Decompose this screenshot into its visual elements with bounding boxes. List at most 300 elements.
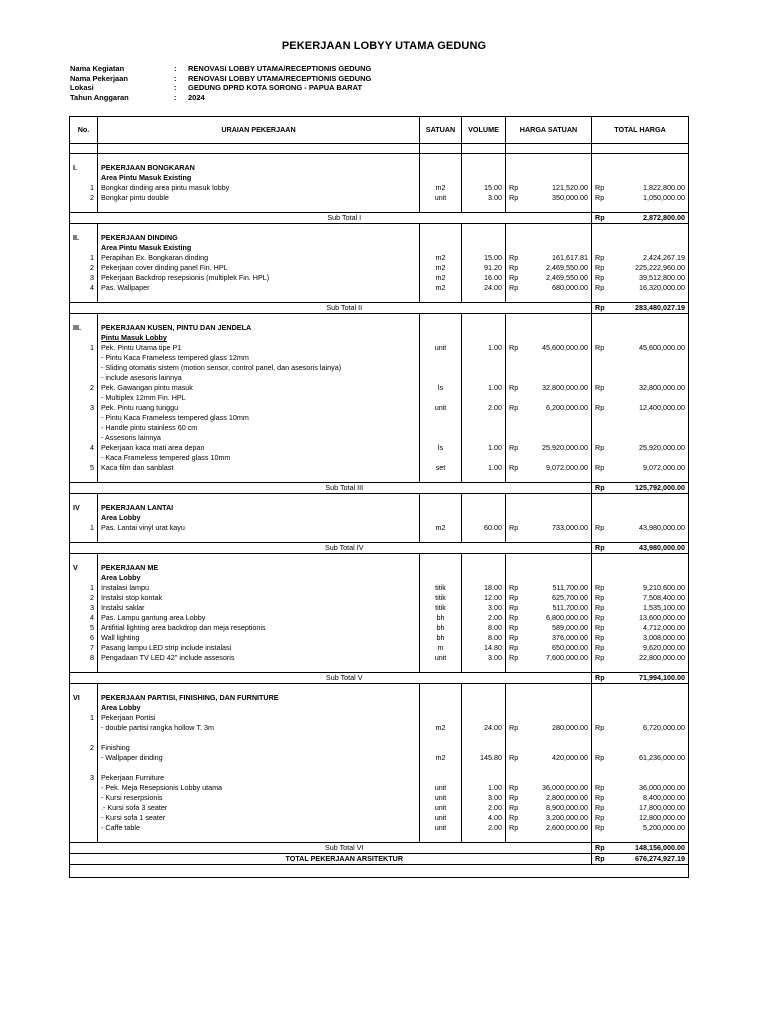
meta-colon: : <box>174 92 177 102</box>
table-row <box>70 653 689 663</box>
row-total-price: 4,712,000.00 <box>614 623 689 633</box>
row-description: - Pek. Meja Resepsionis Lobby utama <box>98 783 420 793</box>
spacer-cell <box>614 224 689 234</box>
row-total-price <box>614 733 689 743</box>
row-total-price <box>614 433 689 443</box>
currency-label <box>506 453 528 463</box>
row-total-price <box>614 393 689 403</box>
row-unit <box>420 433 462 443</box>
row-unit <box>420 413 462 423</box>
row-number <box>70 813 98 823</box>
row-volume: 3.00 <box>462 793 506 803</box>
subtotal-row <box>70 843 689 854</box>
row-description: Area Pintu Masuk Existing <box>98 243 420 253</box>
row-number <box>70 763 98 773</box>
spacer-cell <box>70 203 98 213</box>
row-total-price: 17,800,000.00 <box>614 803 689 813</box>
row-unit: m2 <box>420 263 462 273</box>
empty-cell <box>70 673 98 684</box>
section-title: PEKERJAAN LANTAI <box>98 503 420 513</box>
table-row <box>70 373 689 383</box>
row-number: 2 <box>70 593 98 603</box>
subtotal-row <box>70 483 689 494</box>
row-volume: 24.00 <box>462 723 506 733</box>
row-total-price: 5,200,000.00 <box>614 823 689 833</box>
empty-cell <box>420 323 462 333</box>
row-number <box>70 173 98 183</box>
row-volume: 1.00 <box>462 343 506 353</box>
table-row <box>70 393 689 403</box>
row-number <box>70 513 98 523</box>
section-title: PEKERJAAN BONGKARAN <box>98 163 420 173</box>
grand-total-label: TOTAL PEKERJAAN ARSITEKTUR <box>98 854 592 865</box>
currency-label: Rp <box>592 823 614 833</box>
row-number: 1 <box>70 343 98 353</box>
row-number: 3 <box>70 403 98 413</box>
row-volume <box>462 573 506 583</box>
meta-row <box>70 64 371 74</box>
row-description: Kaca film dan sanblast <box>98 463 420 473</box>
header-volume: VOLUME <box>462 117 506 144</box>
currency-label: Rp <box>592 593 614 603</box>
row-unit <box>420 773 462 783</box>
empty-cell <box>506 233 528 243</box>
meta-label: Nama Kegiatan <box>70 64 125 73</box>
currency-label <box>506 733 528 743</box>
row-unit: bh <box>420 613 462 623</box>
currency-label: Rp <box>506 793 528 803</box>
subtotal-row <box>70 303 689 314</box>
row-number: 5 <box>70 623 98 633</box>
empty-cell <box>420 693 462 703</box>
row-description: Instalasi lampu <box>98 583 420 593</box>
row-total-price <box>614 573 689 583</box>
row-number <box>70 243 98 253</box>
row-description: Pengadaan TV LED 42" include assesoris <box>98 653 420 663</box>
currency-label <box>592 423 614 433</box>
empty-cell <box>462 563 506 573</box>
row-unit: unit <box>420 813 462 823</box>
empty-cell <box>70 483 98 494</box>
spacer-cell <box>70 224 98 234</box>
row-description: - Pintu Kaca Frameless tempered glass 12mm <box>98 353 420 363</box>
empty-cell <box>614 693 689 703</box>
spacer-cell <box>462 554 506 564</box>
row-unit <box>420 763 462 773</box>
row-number <box>70 723 98 733</box>
table-row <box>70 423 689 433</box>
row-description: - Pintu Kaca Frameless tempered glass 10mm <box>98 413 420 423</box>
currency-label <box>506 173 528 183</box>
empty-cell <box>614 163 689 173</box>
empty-cell <box>70 213 98 224</box>
spacer-cell <box>98 203 420 213</box>
meta-colon: : <box>174 73 177 83</box>
row-description: - include asesoris lainnya <box>98 373 420 383</box>
row-unit <box>420 573 462 583</box>
row-number: 2 <box>70 193 98 203</box>
empty-cell <box>614 323 689 333</box>
empty-cell <box>528 563 592 573</box>
row-description <box>98 733 420 743</box>
currency-label: Rp <box>592 213 614 224</box>
row-unit-price: 511,700.00 <box>528 583 592 593</box>
row-description: Pekerjaan Portisi <box>98 713 420 723</box>
row-volume <box>462 433 506 443</box>
row-unit-price <box>528 333 592 343</box>
spacer-cell <box>614 554 689 564</box>
row-total-price <box>614 513 689 523</box>
spacer-cell <box>506 684 528 694</box>
subtotal-value: 71,994,100.00 <box>614 673 689 684</box>
row-unit-price: 6,200,000.00 <box>528 403 592 413</box>
subtotal-label: Sub Total III <box>98 483 592 494</box>
empty-cell <box>592 233 614 243</box>
spacer-cell <box>592 833 614 843</box>
empty-cell <box>528 163 592 173</box>
currency-label <box>506 393 528 403</box>
row-unit-price <box>528 423 592 433</box>
meta-row <box>70 74 371 84</box>
row-unit-price: 733,000.00 <box>528 523 592 533</box>
row-total-price <box>614 763 689 773</box>
header-no: No. <box>70 117 98 144</box>
row-volume <box>462 743 506 753</box>
currency-label: Rp <box>592 193 614 203</box>
row-total-price <box>614 703 689 713</box>
row-total-price: 1,822,800.00 <box>614 183 689 193</box>
row-volume <box>462 773 506 783</box>
subtotal-value: 2,872,800.00 <box>614 213 689 224</box>
row-unit-price: 350,000.00 <box>528 193 592 203</box>
row-unit <box>420 513 462 523</box>
currency-label <box>506 513 528 523</box>
row-number <box>70 793 98 803</box>
row-volume <box>462 423 506 433</box>
spacer-cell <box>420 684 462 694</box>
row-unit-price: 161,617.81 <box>528 253 592 263</box>
table-row <box>70 573 689 583</box>
row-number <box>70 753 98 763</box>
table-row <box>70 613 689 623</box>
row-number: 1 <box>70 583 98 593</box>
spacer-cell <box>70 314 98 324</box>
section-title: PEKERJAAN KUSEN, PINTU DAN JENDELA <box>98 323 420 333</box>
currency-label <box>506 413 528 423</box>
row-total-price: 12,800,000.00 <box>614 813 689 823</box>
spacer-cell <box>592 684 614 694</box>
row-number: 5 <box>70 463 98 473</box>
table-row <box>70 333 689 343</box>
row-total-price <box>614 333 689 343</box>
spacer-cell <box>506 224 528 234</box>
row-unit-price <box>528 433 592 443</box>
currency-label: Rp <box>506 803 528 813</box>
currency-label: Rp <box>592 854 614 865</box>
row-number: 6 <box>70 633 98 643</box>
spacer-cell <box>592 494 614 504</box>
row-number <box>70 433 98 443</box>
row-number: 2 <box>70 743 98 753</box>
row-number: 4 <box>70 283 98 293</box>
spacer-cell <box>528 663 592 673</box>
header-uraian: URAIAN PEKERJAAN <box>98 117 420 144</box>
row-number: 3 <box>70 603 98 613</box>
currency-label: Rp <box>592 343 614 353</box>
spacer-cell <box>614 494 689 504</box>
empty-cell <box>506 693 528 703</box>
row-volume <box>462 413 506 423</box>
row-description: - Assesoris lainnya <box>98 433 420 443</box>
empty-cell <box>462 163 506 173</box>
row-volume: 1.00 <box>462 463 506 473</box>
spacer-cell <box>528 154 592 164</box>
row-description: Bongkar pintu double <box>98 193 420 203</box>
currency-label: Rp <box>592 783 614 793</box>
currency-label: Rp <box>506 753 528 763</box>
spacer-cell <box>70 833 98 843</box>
row-description: Pekerjaan Furniture <box>98 773 420 783</box>
row-unit: m2 <box>420 253 462 263</box>
section-number: VI <box>70 693 98 703</box>
currency-label: Rp <box>592 183 614 193</box>
row-volume <box>462 363 506 373</box>
row-unit: unit <box>420 653 462 663</box>
currency-label <box>592 243 614 253</box>
currency-label: Rp <box>592 643 614 653</box>
currency-label <box>506 363 528 373</box>
spacer-cell <box>98 494 420 504</box>
meta-value: RENOVASI LOBBY UTAMA/RECEPTIONIS GEDUNG <box>188 64 372 73</box>
row-unit: m2 <box>420 183 462 193</box>
header-harga: HARGA SATUAN <box>506 117 592 144</box>
row-unit-price: 36,000,000.00 <box>528 783 592 793</box>
row-description: Pek. Gawangan pintu masuk <box>98 383 420 393</box>
row-number <box>70 423 98 433</box>
row-unit <box>420 353 462 363</box>
spacer-cell <box>98 154 420 164</box>
currency-label <box>506 433 528 443</box>
currency-label <box>592 433 614 443</box>
table-row <box>70 713 689 723</box>
currency-label: Rp <box>592 673 614 684</box>
currency-label: Rp <box>506 403 528 413</box>
section-title: PEKERJAAN PARTISI, FINISHING, DAN FURNITURE <box>98 693 420 703</box>
table-row <box>70 773 689 783</box>
row-description: Pekerjaan kaca mati area depan <box>98 443 420 453</box>
empty-cell <box>528 693 592 703</box>
currency-label: Rp <box>592 283 614 293</box>
row-number <box>70 393 98 403</box>
table-row <box>70 623 689 633</box>
row-unit <box>420 713 462 723</box>
subtotal-value: 43,980,000.00 <box>614 543 689 554</box>
row-total-price: 1,535,100.00 <box>614 603 689 613</box>
row-total-price: 32,800,000.00 <box>614 383 689 393</box>
row-number: 3 <box>70 773 98 783</box>
currency-label: Rp <box>592 803 614 813</box>
row-total-price: 25,920,000.00 <box>614 443 689 453</box>
spacer-cell <box>506 154 528 164</box>
row-total-price <box>614 423 689 433</box>
spacer-cell <box>506 494 528 504</box>
empty-cell <box>614 503 689 513</box>
row-total-price <box>614 363 689 373</box>
row-unit-price: 6,800,000.00 <box>528 613 592 623</box>
spacer-cell <box>462 293 506 303</box>
table-row <box>70 733 689 743</box>
spacer-cell <box>528 314 592 324</box>
spacer-cell <box>462 494 506 504</box>
section-title-row <box>70 563 689 573</box>
subtotal-label: Sub Total I <box>98 213 592 224</box>
row-unit: m2 <box>420 753 462 763</box>
row-unit: titik <box>420 593 462 603</box>
currency-label: Rp <box>592 603 614 613</box>
row-unit-price: 280,000.00 <box>528 723 592 733</box>
row-number <box>70 453 98 463</box>
row-unit-price: 2,469,550.00 <box>528 263 592 273</box>
row-description: - Kaca Frameless tempered glass 10mm <box>98 453 420 463</box>
currency-label <box>592 513 614 523</box>
row-volume: 3.00 <box>462 653 506 663</box>
row-description <box>98 763 420 773</box>
table-row <box>70 383 689 393</box>
spacer-cell <box>98 663 420 673</box>
row-unit-price: 3,200,000.00 <box>528 813 592 823</box>
row-description: - Caffe table <box>98 823 420 833</box>
spacer-cell <box>420 533 462 543</box>
table-row <box>70 583 689 593</box>
spacer-cell <box>528 224 592 234</box>
spacer-cell <box>506 473 528 483</box>
row-unit: bh <box>420 623 462 633</box>
currency-label <box>506 743 528 753</box>
row-unit: m2 <box>420 523 462 533</box>
row-volume: 2.00 <box>462 823 506 833</box>
row-unit-price <box>528 363 592 373</box>
row-unit-price <box>528 773 592 783</box>
currency-label <box>506 703 528 713</box>
row-description: - Wallpaper dinding <box>98 753 420 763</box>
spacer-cell <box>506 833 528 843</box>
spacer-cell <box>420 314 462 324</box>
meta-colon: : <box>174 83 177 92</box>
currency-label: Rp <box>592 843 614 854</box>
row-total-price: 16,320,000.00 <box>614 283 689 293</box>
subtotal-row <box>70 543 689 554</box>
row-unit-price: 121,520.00 <box>528 183 592 193</box>
spacer-cell <box>420 203 462 213</box>
spacer-cell <box>614 833 689 843</box>
row-total-price: 6,720,000.00 <box>614 723 689 733</box>
row-number: 4 <box>70 443 98 453</box>
spacer-cell <box>420 473 462 483</box>
row-unit <box>420 363 462 373</box>
row-total-price <box>614 773 689 783</box>
currency-label <box>592 763 614 773</box>
empty-cell <box>70 854 98 865</box>
row-description: Pasang lampu LED strip include instalasi <box>98 643 420 653</box>
currency-label: Rp <box>506 253 528 263</box>
row-description: .- Kursi sofa 3 seater <box>98 803 420 813</box>
currency-label <box>592 373 614 383</box>
table-row <box>70 593 689 603</box>
row-description: Pekerjaan cover dinding panel Fin. HPL <box>98 263 420 273</box>
empty-cell <box>420 503 462 513</box>
spacer-cell <box>70 865 689 878</box>
spacer-cell <box>506 203 528 213</box>
currency-label <box>592 413 614 423</box>
row-unit: titik <box>420 603 462 613</box>
row-unit: unit <box>420 823 462 833</box>
row-unit-price <box>528 513 592 523</box>
currency-label: Rp <box>592 483 614 494</box>
spacer-cell <box>420 224 462 234</box>
table-row <box>70 413 689 423</box>
table-row <box>70 793 689 803</box>
spacer-cell <box>614 684 689 694</box>
currency-label: Rp <box>506 273 528 283</box>
currency-label: Rp <box>592 653 614 663</box>
row-total-price: 36,000,000.00 <box>614 783 689 793</box>
spacer-cell <box>98 224 420 234</box>
currency-label: Rp <box>506 583 528 593</box>
empty-cell <box>528 323 592 333</box>
spacer-row <box>70 154 689 164</box>
spacer-row <box>70 833 689 843</box>
empty-cell <box>506 503 528 513</box>
empty-cell <box>506 163 528 173</box>
header-total: TOTAL HARGA <box>592 117 689 144</box>
row-number: 2 <box>70 263 98 273</box>
row-unit-price <box>528 453 592 463</box>
row-number: 3 <box>70 273 98 283</box>
subtotal-label: Sub Total V <box>98 673 592 684</box>
currency-label: Rp <box>592 723 614 733</box>
currency-label: Rp <box>592 753 614 763</box>
row-unit-price: 376,000.00 <box>528 633 592 643</box>
spacer-cell <box>614 203 689 213</box>
row-unit <box>420 393 462 403</box>
currency-label: Rp <box>592 793 614 803</box>
subtotal-value: 148,156,000.00 <box>614 843 689 854</box>
row-total-price: 225,222,960.00 <box>614 263 689 273</box>
row-description: Area Lobby <box>98 573 420 583</box>
spacer-cell <box>462 663 506 673</box>
table-row <box>70 403 689 413</box>
row-description: - double partisi rangka hollow T. 3m <box>98 723 420 733</box>
spacer-cell <box>592 663 614 673</box>
row-unit-price: 7,600,000.00 <box>528 653 592 663</box>
spacer-row <box>70 663 689 673</box>
subtotal-label: Sub Total IV <box>98 543 592 554</box>
row-unit <box>420 373 462 383</box>
row-total-price: 3,008,000.00 <box>614 633 689 643</box>
row-unit-price <box>528 353 592 363</box>
table-header <box>70 117 689 144</box>
currency-label: Rp <box>592 463 614 473</box>
table-row <box>70 753 689 763</box>
row-volume: 60.00 <box>462 523 506 533</box>
spacer-cell <box>462 833 506 843</box>
currency-label: Rp <box>592 523 614 533</box>
table-row <box>70 253 689 263</box>
currency-label: Rp <box>506 633 528 643</box>
table-row <box>70 353 689 363</box>
row-number <box>70 333 98 343</box>
currency-label: Rp <box>592 813 614 823</box>
